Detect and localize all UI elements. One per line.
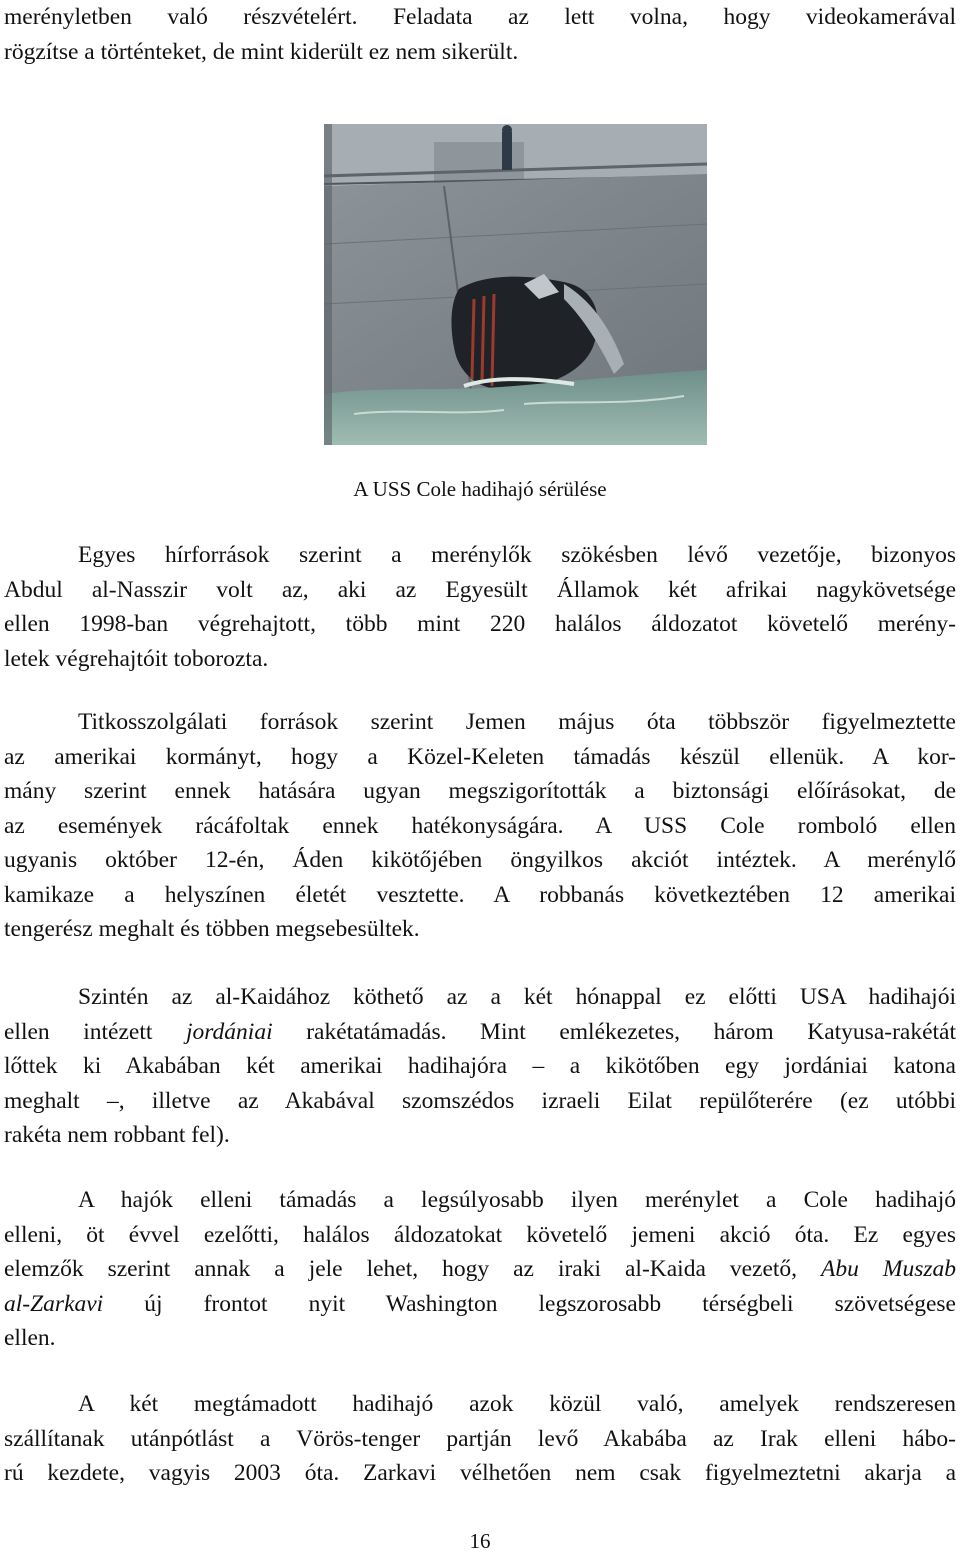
text-line: rakéta nem robbant fel). [4, 1122, 230, 1148]
text-line: A két megtámadott hadihajó azok közül való, amelyek rendszeresen [78, 1391, 956, 1417]
text-line: az amerikai kormányt, hogy a Közel-Keleten támadás készül ellenük. A kor- [4, 743, 956, 770]
text-line: tengerész meghalt és többen megsebesültek. [4, 916, 420, 942]
italic-term: jordániai [186, 1018, 273, 1045]
text-line: ellen 1998-ban végrehajtott, több mint 220 halálos áldozatot követelő merény- [4, 611, 956, 637]
text-line: az események rácáfoltak ennek hatékonyságára. A USS Cole romboló ellen [4, 812, 956, 839]
text-line: ellen. [4, 1325, 56, 1351]
paragraph [4, 980, 956, 1153]
ship-damage-photo [324, 124, 707, 445]
text-line: rú kezdete, vagyis 2003 óta. Zarkavi vélhetően nem csak figyelmeztetni akarja a [4, 1460, 956, 1486]
paragraph [4, 1183, 956, 1356]
text-line: letek végrehajtóit toborozta. [4, 645, 269, 672]
paragraph [4, 705, 956, 947]
text-line: merényletben való részvételért. Feladata az lett volna, hogy videokamerával [4, 4, 956, 30]
italic-name: Abu Muszab [821, 1256, 956, 1282]
text-run: rakétatámadás. Mint emlékezetes, három Katyusa-rakétát [272, 1018, 957, 1045]
text-run: elemzők szerint annak a jele lehet, hogy az iraki al-Kaida vezető, [4, 1256, 822, 1282]
text-line: szállítanak utánpótlást a Vörös-tenger partján levő Akabába az Irak elleni hábo- [4, 1425, 956, 1452]
paragraph-continued [4, 0, 956, 69]
text-line: A hajók elleni támadás a legsúlyosabb ilyen merénylet a Cole hadihajó [78, 1187, 956, 1213]
text-line: elleni, öt évvel ezelőtti, halálos áldozatokat követelő jemeni akció óta. Ez egyes [4, 1221, 956, 1248]
text-line [4, 1287, 956, 1322]
paragraph [4, 538, 956, 676]
text-line [4, 1252, 956, 1287]
italic-name: al-Zarkavi [4, 1290, 104, 1317]
text-line: Titkosszolgálati források szerint Jemen május óta többször figyelmeztette [78, 709, 956, 735]
text-line: mány szerint ennek hatására ugyan megszigorították a biztonsági előírásokat, de [4, 778, 956, 804]
text-line: ugyanis október 12-én, Áden kikötőjében öngyilkos akciót intéztek. A merénylő [4, 847, 956, 873]
figure-caption: A USS Cole hadihajó sérülése [353, 477, 607, 501]
text-line: Egyes hírforrások szerint a merénylők szökésben lévő vezetője, bizonyos [78, 542, 956, 568]
text-run: ellen intézett [4, 1018, 186, 1045]
text-line [4, 1015, 956, 1050]
text-run: új frontot nyit Washington legszorosabb térségbeli szövetségese [103, 1290, 956, 1317]
text-line: kamikaze a helyszínen életét vesztette. A robbanás következtében 12 amerikai [4, 881, 956, 908]
paragraph [4, 1387, 956, 1491]
text-line: Szintén az al-Kaidához köthető az a két hónappal ez előtti USA hadihajói [78, 984, 956, 1010]
text-line: rögzítse a történteket, de mint kiderült ez nem sikerült. [4, 38, 519, 65]
page-number: 16 [469, 1529, 491, 1553]
text-line: Abdul al-Nasszir volt az, aki az Egyesült Államok két afrikai nagykövetsége [4, 576, 956, 603]
text-line: lőttek ki Akabában két amerikai hadihajóra – a kikötőben egy jordániai katona [4, 1053, 956, 1079]
text-line: meghalt –, illetve az Akabával szomszédos izraeli Eilat repülőterére (ez utóbbi [4, 1087, 956, 1114]
